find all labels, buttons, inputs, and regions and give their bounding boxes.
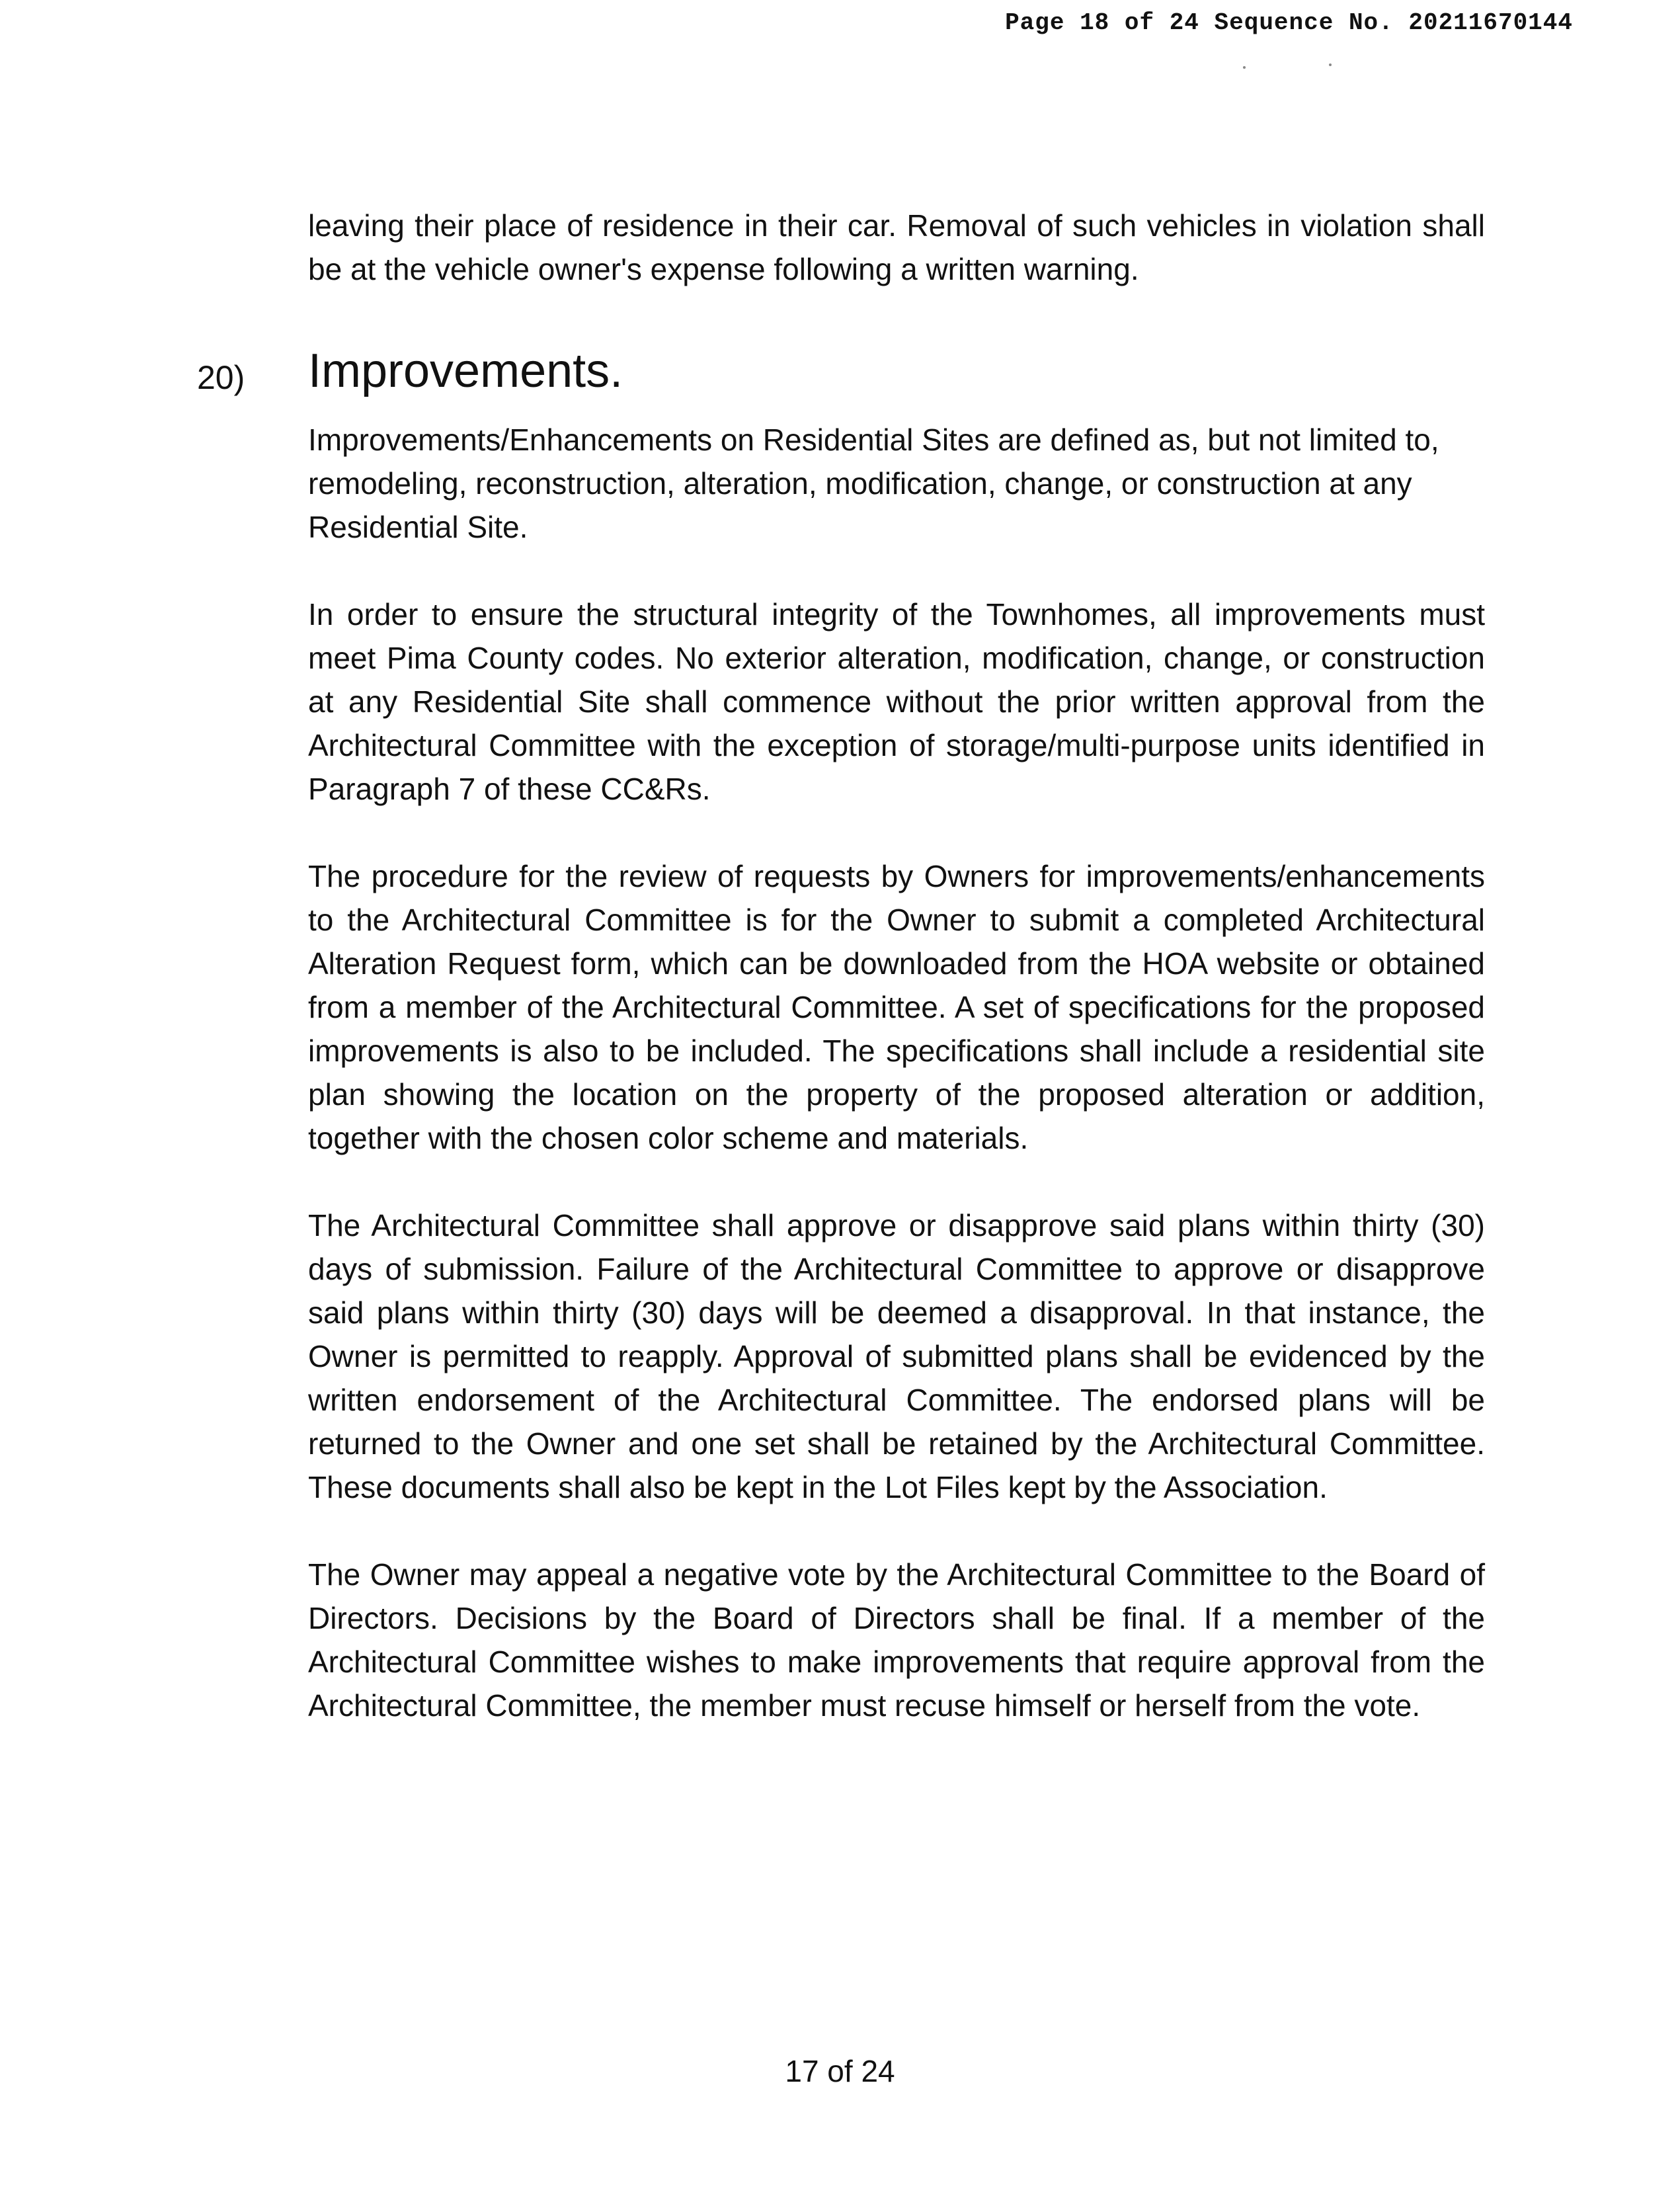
page-footer-number: 17 of 24 bbox=[785, 2054, 895, 2088]
scan-speck bbox=[1243, 66, 1246, 69]
paragraph-definition: Improvements/Enhancements on Residential Sites are defined as, but not limited to, remodeling, reconstruction, alteration, modification, change, or construction at any Residential Site. bbox=[308, 423, 1439, 544]
paragraph-review-procedure: The procedure for the review of requests by Owners for improvements/enhancements to the Architectural Committee is for the Owner to submit a completed Architectural Alteration Request form, which can be downloaded from the HOA website or obtained from a member of the Architectural Committee. A set of specifications for the proposed improvements is also to be included. The specifications shall include a residential site plan showing the location on the property of the proposed alteration or addition, together with the chosen color scheme and materials. bbox=[308, 859, 1485, 1155]
paragraph-structural-integrity: In order to ensure the structural integrity of the Townhomes, all improvements must meet Pima County codes. No exterior alteration, modification, change, or construction at any Residential Site shall commence without the prior written approval from the Architectural Committee with the exception of storage/multi-purpose units identified in Paragraph 7 of these CC&Rs. bbox=[308, 597, 1485, 806]
section-title: Improvements. bbox=[308, 345, 623, 397]
scan-speck bbox=[1329, 63, 1332, 66]
paragraph-appeal: The Owner may appeal a negative vote by the Architectural Committee to the Board of Directors. Decisions by the Board of Directors shall be final. If a member of the Architectural Committee wishes to make improvements that require approval from the Architectural Committee, the member must recuse himself or herself from the vote. bbox=[308, 1557, 1485, 1723]
page-header: Page 18 of 24 Sequence No. 20211670144 bbox=[1005, 9, 1573, 36]
paragraph-approval-timeline: The Architectural Committee shall approve or disapprove said plans within thirty (30) days of submission. Failure of the Architectural Committee to approve or disapprove said plans within thirty (30) days will be deemed a disapproval. In that instance, the Owner is permitted to reapply. Approval of submitted plans shall be evidenced by the written endorsement of the Architectural Committee. The endorsed plans will be returned to the Owner and one set shall be retained by the Architectural Committee. These documents shall also be kept in the Lot Files kept by the Association. bbox=[308, 1208, 1485, 1504]
section-body bbox=[308, 418, 1485, 1771]
continued-paragraph: leaving their place of residence in their car. Removal of such vehicles in violation shall be at the vehicle owner's expense following a written warning. bbox=[308, 208, 1485, 286]
section-number: 20) bbox=[197, 359, 245, 396]
